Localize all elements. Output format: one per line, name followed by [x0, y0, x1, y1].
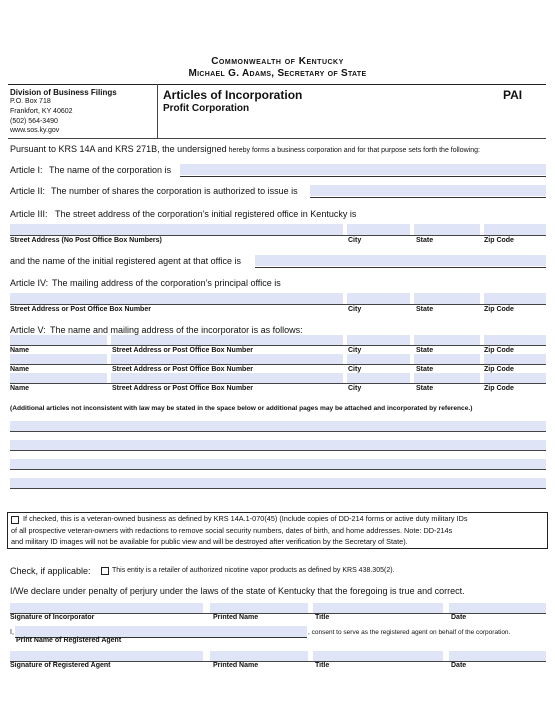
article-5-label: Article V: [10, 325, 46, 335]
form-title: Articles of Incorporation [163, 88, 303, 102]
incorporator-rule [10, 383, 546, 384]
veteran-text-1: If checked, this is a veteran-owned business as defined by KRS 14A.1-070(45) (Include copies of DD-214 forms or active duty military IDs [23, 514, 468, 523]
article-4-label: Article IV: [10, 278, 49, 288]
printed-name-caption: Printed Name [213, 614, 259, 621]
agent-print-caption: Print Name of Registered Agent [16, 637, 122, 644]
additional-line [10, 431, 546, 432]
incorporator-state-caption: State [416, 366, 434, 373]
agent-text: and the name of the initial registered agent at that office is [10, 256, 241, 266]
vapor-checkbox[interactable] [101, 567, 109, 575]
veteran-text-3: and military ID images will not be available for public view and will be destroyed after verification by the Secretary of State). [11, 537, 408, 546]
corporation-name-underline [180, 164, 546, 177]
incorporator-zip-caption: Zip Code [484, 347, 514, 354]
principal-zip-field[interactable] [484, 293, 546, 304]
incorporator-name-caption: Name [10, 385, 30, 392]
article-1-label: Article I: [10, 165, 43, 175]
veteran-text-2: of all prospective veteran-owners with redactions to remove social security numbers, dates of birth, and home addresses. Note: DD-214s [11, 526, 453, 535]
incorporator-zip-caption: Zip Code [484, 385, 514, 392]
additional-line [10, 469, 546, 470]
agent-signature-caption: Signature of Registered Agent [10, 662, 111, 669]
printed-name-caption: Printed Name [213, 662, 259, 669]
veteran-box [7, 512, 548, 549]
principal-address-rule [10, 304, 546, 305]
additional-articles-field[interactable] [10, 459, 546, 469]
office-website[interactable]: www.sos.ky.gov [10, 127, 60, 134]
incorporator-state-caption: State [416, 385, 434, 392]
state-heading: Commonwealth of Kentucky [211, 56, 344, 67]
date-caption: Date [451, 662, 467, 669]
declaration-text: I/We declare under penalty of perjury under the laws of the state of Kentucky that the foregoing is true and correct. [10, 586, 465, 596]
incorporator-city-caption: City [348, 366, 362, 373]
incorporator-city-caption: City [348, 385, 362, 392]
office-city: Frankfort, KY 40602 [10, 108, 73, 115]
office-po-box: P.O. Box 718 [10, 98, 51, 105]
title-caption: Title [315, 614, 330, 621]
consent-text: , consent to serve as the registered agent on behalf of the corporation. [308, 629, 511, 636]
office-phone: (502) 564-3490 [10, 118, 58, 125]
incorporator-rule [10, 345, 546, 346]
form-code: PAI [503, 88, 523, 102]
article-4-text: The mailing address of the corporation’s principal office is [52, 278, 281, 288]
signature-caption: Signature of Incorporator [10, 614, 95, 621]
additional-articles-field[interactable] [10, 440, 546, 450]
caption-city-2: City [348, 306, 362, 313]
office-name: Division of Business Filings [10, 88, 117, 97]
header-bottom-rule [8, 138, 546, 139]
date-caption: Date [451, 614, 467, 621]
incorporator-zip-caption: Zip Code [484, 366, 514, 373]
additional-articles-note: (Additional articles not inconsistent with law may be stated in the space below or additional pages may be attached and incorporated by reference.) [10, 405, 473, 412]
incorporator-name-caption: Name [10, 366, 30, 373]
registered-street-field[interactable] [10, 224, 343, 235]
header-divider [157, 84, 158, 138]
caption-zip-1: Zip Code [484, 237, 514, 244]
authorized-shares-underline [310, 185, 546, 198]
incorporator-street-caption: Street Address or Post Office Box Number [112, 385, 253, 392]
incorporator-rule [10, 364, 546, 365]
article-2-label: Article II: [10, 186, 46, 196]
article-3-label: Article III: [10, 209, 48, 219]
additional-articles-field[interactable] [10, 478, 546, 488]
header-top-rule [8, 84, 546, 85]
consent-prefix: I, [10, 629, 14, 636]
principal-street-field[interactable] [10, 293, 343, 304]
registered-state-field[interactable] [414, 224, 480, 235]
incorporator-street-caption: Street Address or Post Office Box Number [112, 366, 253, 373]
vapor-lead: Check, if applicable: [10, 566, 91, 576]
article-3-text: The street address of the corporation’s initial registered office in Kentucky is [55, 209, 357, 219]
incorporator-street-caption: Street Address or Post Office Box Number [112, 347, 253, 354]
secretary-heading: Michael G. Adams, Secretary of State [188, 68, 367, 79]
title-caption: Title [315, 662, 330, 669]
article-1-text: The name of the corporation is [49, 165, 172, 175]
caption-street-2: Street Address or Post Office Box Number [10, 306, 151, 313]
caption-street-1: Street Address (No Post Office Box Numbers) [10, 237, 162, 244]
incorporator-name-caption: Name [10, 347, 30, 354]
form-subtitle: Profit Corporation [163, 103, 250, 114]
article-2-text: The number of shares the corporation is authorized to issue is [51, 186, 298, 196]
intro-rest: hereby forms a business corporation and for that purpose sets forth the following: [226, 147, 480, 154]
registered-zip-field[interactable] [484, 224, 546, 235]
additional-line [10, 450, 546, 451]
article-5-text: The name and mailing address of the incorporator is as follows: [50, 325, 303, 335]
registered-agent-underline [255, 255, 546, 268]
caption-zip-2: Zip Code [484, 306, 514, 313]
caption-state-2: State [416, 306, 434, 313]
caption-state-1: State [416, 237, 434, 244]
registered-city-field[interactable] [347, 224, 410, 235]
additional-articles-field[interactable] [10, 421, 546, 431]
additional-line [10, 488, 546, 489]
vapor-text: This entity is a retailer of authorized nicotine vapor products as defined by KRS 438.305(2). [112, 567, 395, 574]
veteran-checkbox[interactable] [11, 516, 19, 524]
caption-city-1: City [348, 237, 362, 244]
principal-state-field[interactable] [414, 293, 480, 304]
incorporator-city-caption: City [348, 347, 362, 354]
intro-text [10, 144, 480, 154]
registered-address-rule [10, 235, 546, 236]
incorporator-state-caption: State [416, 347, 434, 354]
principal-city-field[interactable] [347, 293, 410, 304]
intro-lead: Pursuant to KRS 14A and KRS 271B, the undersigned [10, 144, 227, 154]
